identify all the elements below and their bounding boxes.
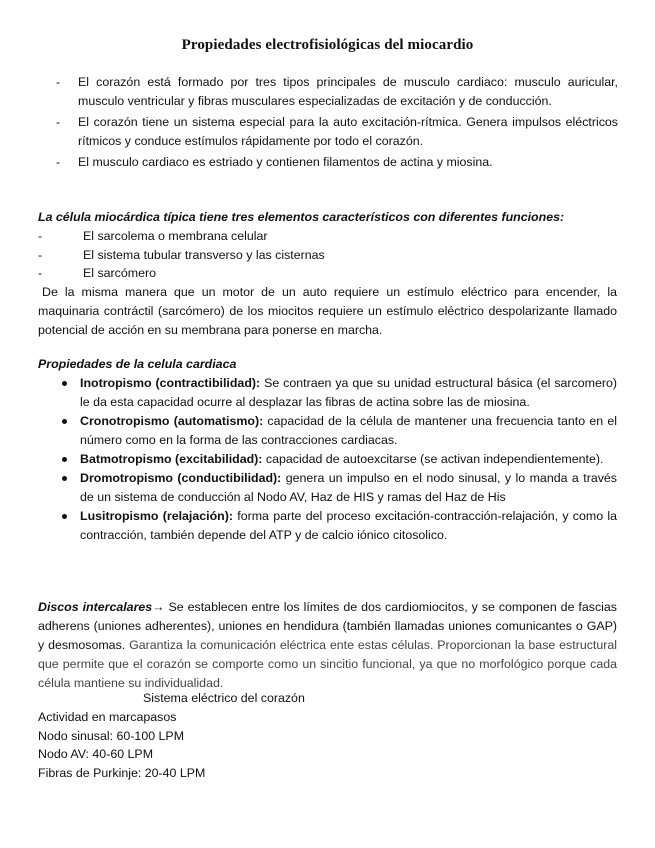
- property-term: Batmotropismo (excitabilidad):: [80, 452, 263, 466]
- property-term: Dromotropismo (conductibilidad):: [80, 471, 282, 485]
- discs-label: Discos intercalares: [38, 600, 153, 614]
- page-title: Propiedades electrofisiológicas del miocardio: [181, 37, 474, 53]
- property-text: genera un impulso en el nodo sinusal, y lo manda a través de un sistema de conducción al Nodo AV, Haz de HIS y ramas del Haz de His: [80, 471, 617, 504]
- motor-paragraph: De la misma manera que un motor de un auto requiere un estímulo eléctrico para encender, la maquinaria contráctil (sarcómero) de los miocitos requiere un estímulo eléctrico despolarizante llamado potencial de acción en su membrana para ponerse en marcha.: [38, 285, 617, 337]
- cell-elements-list: [38, 227, 325, 283]
- pacemaker-heading: Actividad en marcapasos: [38, 710, 177, 724]
- electrical-heading: Sistema eléctrico del corazón: [143, 691, 305, 705]
- properties-heading-text: Propiedades de la celula cardiaca: [38, 357, 237, 371]
- property-item: [62, 450, 617, 469]
- intro-item: - El corazón tiene un sistema especial para la auto excitación-rítmica. Genera impulsos eléctricos rítmicos y conduce estímulos rápidamente por todo el corazón.: [56, 113, 618, 151]
- properties-heading: [38, 355, 236, 374]
- property-term: Cronotropismo (automatismo):: [80, 414, 264, 428]
- cell-element-item: - El sarcolema o membrana celular: [38, 227, 325, 246]
- discs-text-gray: Garantiza la comunicación eléctrica ente estas células. Proporcionan la base estructural que permite que el corazón se comporte como un sincitio funcional, ya que no morfológico porque cada célula mantiene su individualidad.: [38, 638, 618, 690]
- cell-element-item: - El sarcómero: [38, 264, 325, 283]
- property-item: [62, 374, 617, 412]
- discs-paragraph: [38, 598, 617, 693]
- property-text: capacidad de autoexcitarse (se activan independientemente).: [262, 452, 604, 466]
- properties-list: [62, 374, 617, 545]
- property-text: Se contraen ya que su unidad estructural básica (el sarcomero) le da esta capacidad ocurre al desplazar las fibras de actina sobre las de miosina.: [80, 376, 617, 409]
- discs-text: Se establecen entre los límites de dos cardiomiocitos, y se componen de fascias adherens (uniones adherentes), uniones en hendidura (también llamadas uniones comunicantes o GAP) y desmosomas.: [38, 600, 617, 652]
- property-item: [62, 469, 617, 507]
- arrow-icon: →: [152, 600, 165, 614]
- pacemaker-item: Nodo AV: 40-60 LPM: [38, 747, 154, 761]
- property-item: [62, 507, 617, 545]
- property-term: Inotropismo (contractibilidad):: [80, 376, 261, 390]
- pacemaker-item: Fibras de Purkinje: 20-40 LPM: [38, 766, 206, 780]
- intro-list: [56, 73, 618, 174]
- cell-heading: La célula miocárdica típica tiene tres elementos característicos con diferentes funciones:: [38, 210, 565, 224]
- cell-element-item: - El sistema tubular transverso y las cisternas: [38, 246, 325, 265]
- intro-item: - El musculo cardiaco es estriado y contienen filamentos de actina y miosina.: [56, 153, 618, 172]
- property-text: capacidad de la célula de mantener una frecuencia tanto en el número como en la forma de las contracciones cardiacas.: [80, 414, 617, 447]
- property-term: Lusitropismo (relajación):: [80, 509, 233, 523]
- property-item: [62, 412, 617, 450]
- pacemaker-item: Nodo sinusal: 60-100 LPM: [38, 729, 185, 743]
- intro-item: - El corazón está formado por tres tipos principales de musculo cardiaco: musculo auricular, musculo ventricular y fibras musculares especializadas de excitación y de conducción.: [56, 73, 618, 111]
- property-text: forma parte del proceso excitación-contracción-relajación, y como la contracción, también depende del ATP y de calcio iónico citosolico.: [80, 509, 617, 542]
